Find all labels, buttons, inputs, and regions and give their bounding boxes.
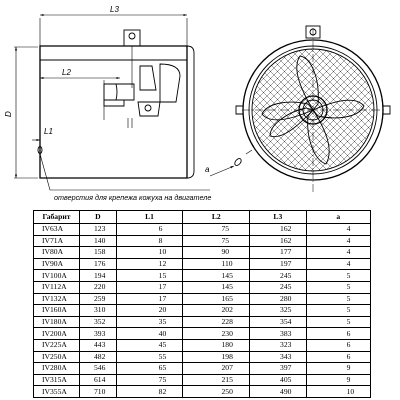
table-cell: IV180A	[34, 316, 80, 328]
table-cell: 352	[80, 316, 117, 328]
table-cell: IV200A	[34, 328, 80, 340]
table-cell: 165	[183, 293, 250, 305]
table-cell: 55	[116, 351, 183, 363]
table-cell: 180	[183, 339, 250, 351]
table-cell: IV280A	[34, 363, 80, 375]
table-cell: 4	[306, 235, 370, 247]
dim-l2-label: L2	[62, 68, 71, 77]
dim-d-label: D	[4, 111, 13, 117]
table-cell: 230	[183, 328, 250, 340]
table-row	[34, 386, 371, 398]
dim-l1	[32, 127, 53, 154]
table-cell: 40	[116, 328, 183, 340]
table-cell: 5	[306, 293, 370, 305]
table-cell: 405	[250, 374, 307, 386]
table-cell: IV250A	[34, 351, 80, 363]
table-cell: 17	[116, 281, 183, 293]
table-cell: IV160A	[34, 305, 80, 317]
table-cell: IV355A	[34, 386, 80, 398]
table-cell: IV132A	[34, 293, 80, 305]
table-cell: 4	[306, 224, 370, 236]
dim-a-label: a	[205, 165, 210, 174]
dim-l3-label: L3	[110, 5, 119, 14]
header-d: D	[80, 211, 117, 224]
table-row	[34, 305, 371, 317]
table-cell: 4	[306, 247, 370, 259]
table-cell: 9	[306, 374, 370, 386]
table-cell: IV63A	[34, 224, 80, 236]
table-cell: 8	[116, 235, 183, 247]
table-cell: 75	[116, 374, 183, 386]
table-row	[34, 258, 371, 270]
table-cell: 177	[250, 247, 307, 259]
table-cell: 17	[116, 293, 183, 305]
table-cell: 9	[306, 363, 370, 375]
table-cell: 443	[80, 339, 117, 351]
table-cell: 245	[250, 270, 307, 282]
table-cell: 259	[80, 293, 117, 305]
table-cell: 354	[250, 316, 307, 328]
table-cell: 176	[80, 258, 117, 270]
table-row	[34, 224, 371, 236]
table-row	[34, 351, 371, 363]
table-cell: 207	[183, 363, 250, 375]
table-cell: 310	[80, 305, 117, 317]
housing-outline	[40, 46, 194, 178]
table-cell: 140	[80, 235, 117, 247]
table-cell: 12	[116, 258, 183, 270]
table-cell: 194	[80, 270, 117, 282]
header-a: a	[306, 211, 370, 224]
header-l1: L1	[116, 211, 183, 224]
dim-l2	[40, 68, 120, 78]
table-cell: 45	[116, 339, 183, 351]
table-row	[34, 363, 371, 375]
front-view	[113, 26, 400, 192]
table-cell: 15	[116, 270, 183, 282]
table-cell: 5	[306, 281, 370, 293]
table-cell: 6	[306, 339, 370, 351]
table-cell: 110	[183, 258, 250, 270]
dimensions-table	[33, 210, 371, 398]
impeller-side	[104, 64, 180, 128]
table-cell: 397	[250, 363, 307, 375]
table-cell: 614	[80, 374, 117, 386]
header-l3: L3	[250, 211, 307, 224]
table-row	[34, 316, 371, 328]
table-cell: 490	[250, 386, 307, 398]
side-view	[4, 5, 211, 202]
table-cell: 35	[116, 316, 183, 328]
table-row	[34, 270, 371, 282]
table-cell: 546	[80, 363, 117, 375]
table-cell: 162	[250, 235, 307, 247]
table-row	[34, 235, 371, 247]
dim-l1-label: L1	[44, 127, 53, 136]
table-cell: 5	[306, 316, 370, 328]
table-row	[34, 339, 371, 351]
table-row	[34, 281, 371, 293]
table-cell: 482	[80, 351, 117, 363]
dim-d	[4, 47, 38, 178]
table-cell: 90	[183, 247, 250, 259]
table-cell: IV80A	[34, 247, 80, 259]
table-cell: 6	[306, 351, 370, 363]
table-cell: 145	[183, 270, 250, 282]
table-cell: 4	[306, 258, 370, 270]
table-cell: 6	[306, 328, 370, 340]
table-cell: 198	[183, 351, 250, 363]
table-cell: 82	[116, 386, 183, 398]
table-header-row	[34, 211, 371, 224]
table-cell: 245	[250, 281, 307, 293]
mounting-bracket	[124, 30, 140, 88]
table-cell: 383	[250, 328, 307, 340]
table-cell: 5	[306, 270, 370, 282]
table-cell: 215	[183, 374, 250, 386]
table-cell: 197	[250, 258, 307, 270]
table-cell: IV315A	[34, 374, 80, 386]
table-cell: 10	[116, 247, 183, 259]
table-cell: 220	[80, 281, 117, 293]
table-cell: 343	[250, 351, 307, 363]
dim-l3	[40, 5, 187, 46]
table-row	[34, 293, 371, 305]
table-cell: IV225A	[34, 339, 80, 351]
header-l2: L2	[183, 211, 250, 224]
table-cell: 325	[250, 305, 307, 317]
table-cell: 75	[183, 235, 250, 247]
table-cell: 75	[183, 224, 250, 236]
table-cell: IV100A	[34, 270, 80, 282]
table-cell: 158	[80, 247, 117, 259]
table-cell: IV90A	[34, 258, 80, 270]
table-cell: 393	[80, 328, 117, 340]
table-cell: IV71A	[34, 235, 80, 247]
dim-a	[205, 150, 252, 176]
table-cell: 710	[80, 386, 117, 398]
table-cell: 280	[250, 293, 307, 305]
table-cell: 6	[116, 224, 183, 236]
table-cell: 250	[183, 386, 250, 398]
table-cell: 323	[250, 339, 307, 351]
table-row	[34, 247, 371, 259]
table-row	[34, 328, 371, 340]
table-cell: 202	[183, 305, 250, 317]
table-cell: 228	[183, 316, 250, 328]
table-cell: 123	[80, 224, 117, 236]
table-cell: 10	[306, 386, 370, 398]
table-row	[34, 374, 371, 386]
table-cell: 65	[116, 363, 183, 375]
header-size: Габарит	[34, 211, 80, 224]
table-cell: 162	[250, 224, 307, 236]
table-cell: IV112A	[34, 281, 80, 293]
table-cell: 5	[306, 305, 370, 317]
table-cell: 20	[116, 305, 183, 317]
mounting-hole-note: отверстия для крепежа кожуха на двигателе	[54, 193, 212, 202]
table-cell: 145	[183, 281, 250, 293]
